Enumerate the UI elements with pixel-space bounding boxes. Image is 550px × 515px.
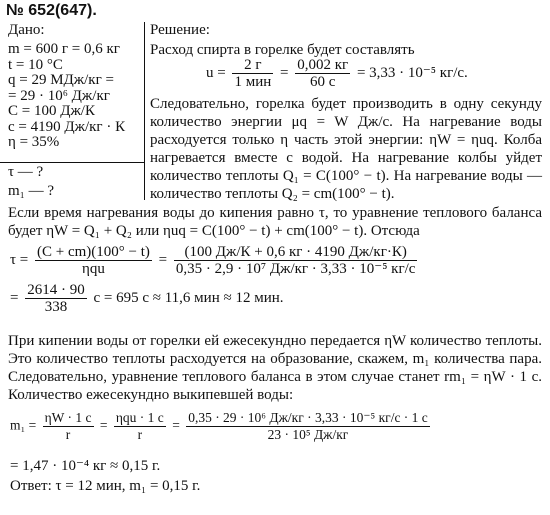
paragraph-3: Если время нагревания воды до кипения равно τ, то уравнение теплового баланса будет ηW = Q₁ + Q₂ или ηuq = C(100° − t) + cm(100° − t). Отсюда [8,205,542,239]
eq2-f1-den: ηqu [82,261,105,277]
eq1-f2-num: 0,002 кг [297,57,349,73]
paragraph-2: Следовательно, горелка будет производить в одну секунду количество энергии μq = W Дж/с. На нагревание воды расходуется только η часть этой энергии: ηW = ηuq. Колба нагревается вместе с водой. На нагревание колбы уйдет количество теплоты Q₁ = C(100° − t). На нагревание воды — количество теплоты Q₂ = cm(100° − t). [150,96,542,202]
eq3-lhs: = [10,289,19,306]
eq2-fraction-1 [35,244,152,277]
equation-3 [10,282,284,315]
eq3-rhs: с = 695 с ≈ 11,6 мин ≈ 12 мин. [93,289,284,306]
eq3-fraction [25,282,87,315]
given-item: = 29 · 10⁶ Дж/кг [8,87,110,104]
eq4-f2-den: r [137,427,143,442]
eq4-lhs: m₁ = [10,417,37,433]
given-item: t = 10 °C [8,56,63,73]
unknowns-list [8,163,54,201]
unknown-item: m₁ — ? [8,183,55,199]
eq4-f3-num: 0,35 · 29 · 10⁶ Дж/кг · 3,33 · 10⁻⁵ кг/с · 1 с [188,410,428,425]
eq1-f1-num: 2 г [232,57,273,74]
eq2-lhs: τ = [10,251,29,268]
eq4-f3-den: 23 · 10⁵ Дж/кг [267,427,349,442]
given-label: Дано: [8,22,45,38]
eq4-f1-den: r [65,427,71,442]
given-list [8,42,146,151]
given-item: η = 35% [8,134,60,150]
eq1-fraction-1 [232,57,273,90]
eq4-f1-num: ηW · 1 с [44,410,92,425]
eq4-f2-num: ηqu · 1 с [115,410,164,425]
eq4-eq-1: = [99,417,108,433]
equation-1 [206,57,468,90]
eq4-fraction-3 [186,410,430,443]
eq3-den: 338 [44,299,68,315]
eq2-eq: = [158,251,168,268]
equation-5: = 1,47 · 10⁻⁴ кг ≈ 0,15 г. [10,458,161,474]
vertical-divider [144,22,145,200]
eq4-fraction-1 [43,410,94,443]
eq1-fraction-2 [295,57,350,90]
eq2-fraction-2 [174,244,418,277]
eq1-rhs: = 3,33 · 10⁻⁵ кг/с. [356,64,468,81]
paragraph-4: При кипении воды от горелки ей ежесекундно передается ηW количество теплоты. Это количество теплоты расходуется на образование, скажем, m₁ количества пара. Следовательно, уравнение теплового баланса в этом случае станет rm₁ = ηW · 1 с. Количество ежесекундно выкипевшей воды: [8,333,542,403]
given-item: c = 4190 Дж/кг · К [8,118,126,135]
eq3-num: 2614 · 90 [27,282,85,298]
eq1-f1-den: 1 мин [234,74,272,90]
unknown-item: τ — ? [8,164,44,180]
given-item: m = 600 г = 0,6 кг [8,41,120,57]
given-item: q = 29 МДж/кг = [8,72,114,88]
eq2-f1-num: (C + cm)(100° − t) [37,244,150,260]
equation-4 [10,410,433,443]
eq2-f2-num: (100 Дж/К + 0,6 кг · 4190 Дж/кг·К) [174,244,418,261]
problem-number: № 652(647). [6,2,97,19]
eq4-eq-2: = [172,417,180,433]
answer-line: Ответ: τ = 12 мин, m₁ = 0,15 г. [10,478,201,494]
eq4-fraction-2 [114,410,166,443]
given-item: C = 100 Дж/К [8,103,95,119]
equation-2 [10,244,420,277]
solution-heading: Решение: [150,22,210,38]
eq1-eq: = [280,64,289,81]
eq1-lhs: u = [206,64,226,81]
paragraph-1: Расход спирта в горелке будет составлять [150,42,415,58]
eq1-f2-den: 60 с [310,74,336,90]
eq2-f2-den: 0,35 · 2,9 · 10⁷ Дж/кг · 3,33 · 10⁻⁵ кг/с [175,261,416,277]
